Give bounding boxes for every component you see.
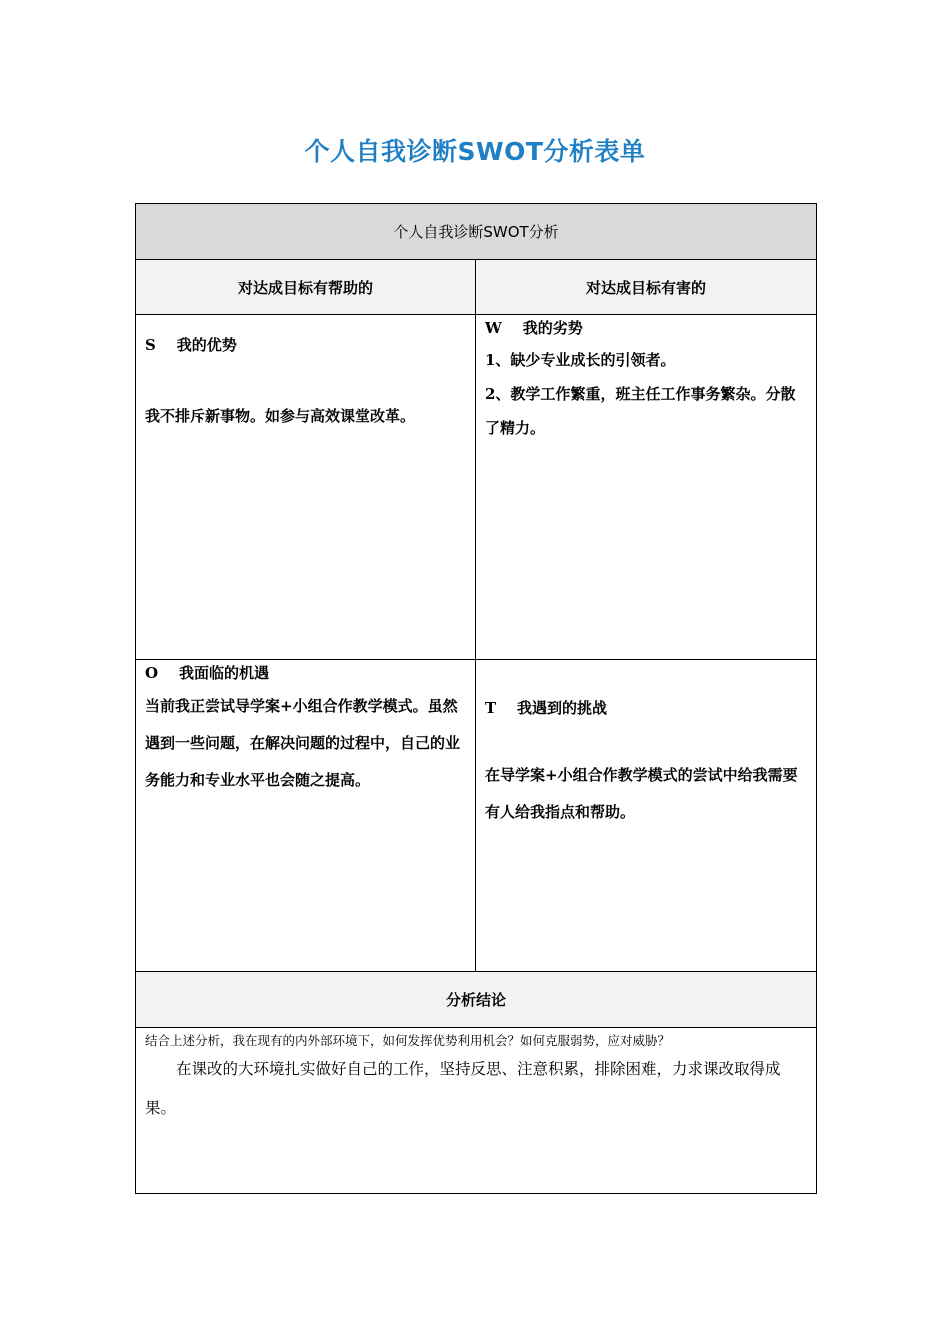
conclusion-cell <box>136 1028 817 1194</box>
strengths-heading: S 我的优势 <box>145 336 237 354</box>
document-title: 个人自我诊断SWOT分析表单 <box>304 137 646 166</box>
opportunities-cell <box>136 660 476 972</box>
conclusion-heading: 分析结论 <box>136 972 817 1028</box>
strengths-body: 我不排斥新事物。如参与高效课堂改革。 <box>145 407 416 425</box>
conclusion-answer: 在课改的大环境扎实做好自己的工作，坚持反思、注意积累，排除困难，力求课改取得成果。 <box>145 1060 781 1117</box>
threats-heading: T 我遇到的挑战 <box>485 699 608 717</box>
column-header-harmful: 对达成目标有害的 <box>476 260 817 315</box>
weakness-item: 2、教学工作繁重，班主任工作事务繁杂。分散了精力。 <box>485 385 796 437</box>
table-header: 个人自我诊断SWOT分析 <box>136 204 817 260</box>
opportunities-body: 当前我正尝试导学案+小组合作教学模式。虽然遇到一些问题，在解决问题的过程中，自己的业务能力和专业水平也会随之提高。 <box>145 697 461 789</box>
swot-table <box>135 203 817 1194</box>
threats-body: 在导学案+小组合作教学模式的尝试中给我需要有人给我指点和帮助。 <box>485 766 798 821</box>
column-header-helpful: 对达成目标有帮助的 <box>136 260 476 315</box>
opportunities-heading: O 我面临的机遇 <box>145 664 269 682</box>
weaknesses-heading: W 我的劣势 <box>485 319 583 337</box>
weakness-item: 1、缺少专业成长的引领者。 <box>485 351 676 369</box>
weaknesses-list <box>485 343 808 445</box>
strengths-cell <box>136 315 476 660</box>
threats-cell <box>476 660 817 972</box>
weaknesses-cell <box>476 315 817 660</box>
conclusion-question: 结合上述分析，我在现有的内外部环境下，如何发挥优势利用机会？如何克服弱势，应对威胁？ <box>145 1033 671 1048</box>
